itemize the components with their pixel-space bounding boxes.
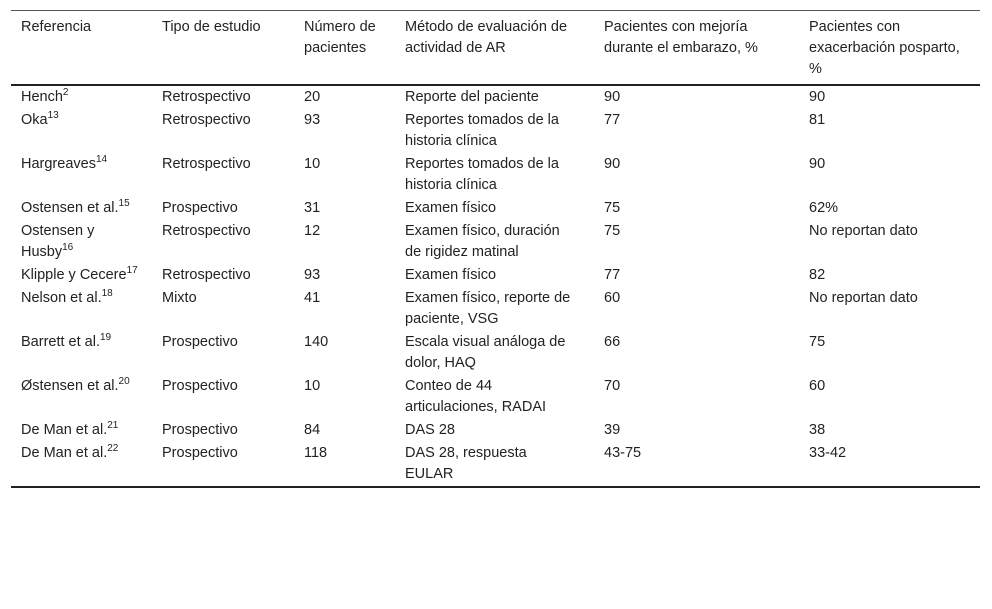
cell-referencia (11, 109, 152, 153)
table-row (11, 85, 980, 109)
cell-metodo: Examen físico, reporte de paciente, VSG (405, 290, 571, 327)
cell-mejoria: 60 (604, 290, 621, 306)
cell-metodo: Reportes tomados de la historia clínica (405, 112, 559, 149)
cell-exacerbacion: 38 (809, 422, 826, 438)
reference-name: Barrett et al. (21, 334, 100, 350)
cell-referencia (11, 197, 152, 220)
cell-tipo: Retrospectivo (162, 267, 251, 283)
cell-numero: 93 (304, 112, 321, 128)
reference-name: Ostensen et al. (21, 200, 119, 216)
cell-referencia (11, 419, 152, 442)
reference-citation: 14 (95, 154, 108, 166)
header-referencia: Referencia (21, 19, 92, 35)
header-row (11, 11, 980, 86)
cell-exacerbacion: 90 (809, 156, 826, 172)
reference-citation: 20 (118, 376, 130, 388)
cell-metodo: Escala visual análoga de dolor, HAQ (405, 334, 566, 371)
cell-exacerbacion: 33-42 (809, 445, 847, 461)
header-numero-pacientes: Número de pacientes (304, 19, 376, 56)
cell-mejoria: 75 (604, 223, 621, 239)
reference-citation: 18 (101, 288, 113, 300)
cell-mejoria: 77 (604, 267, 621, 283)
cell-numero: 118 (304, 445, 328, 461)
cell-numero: 140 (304, 334, 329, 350)
cell-tipo: Prospectivo (162, 334, 238, 350)
reference-name: Klipple y Cecere (21, 267, 127, 283)
cell-metodo: DAS 28 (405, 422, 455, 438)
table-row (11, 442, 980, 487)
cell-mejoria: 75 (604, 200, 621, 216)
reference-citation: 2 (62, 87, 69, 99)
cell-numero: 93 (304, 267, 321, 283)
table-header (11, 11, 980, 86)
cell-metodo: Examen físico (405, 267, 497, 283)
cell-referencia (11, 331, 152, 375)
table-row (11, 419, 980, 442)
cell-exacerbacion: 75 (809, 334, 826, 350)
reference-citation: 22 (107, 443, 119, 455)
cell-exacerbacion: No reportan dato (809, 223, 918, 239)
cell-metodo: Reportes tomados de la historia clínica (405, 156, 559, 193)
reference-name: Oka (21, 112, 48, 128)
cell-numero: 12 (304, 223, 321, 239)
table-row (11, 264, 980, 287)
cell-exacerbacion: 82 (809, 267, 826, 283)
cell-exacerbacion: 62% (809, 200, 839, 216)
table-row (11, 375, 980, 419)
data-table-container (11, 10, 980, 488)
reference-citation: 21 (107, 420, 119, 432)
cell-tipo: Retrospectivo (162, 156, 251, 172)
cell-tipo: Mixto (162, 290, 197, 306)
cell-referencia (11, 264, 152, 287)
cell-tipo: Retrospectivo (162, 223, 251, 239)
reference-citation: 16 (62, 242, 74, 254)
header-mejoria-embarazo: Pacientes con mejoría durante el embarazo, % (604, 19, 758, 56)
cell-referencia (11, 287, 152, 331)
table-row (11, 197, 980, 220)
cell-numero: 31 (304, 200, 321, 216)
cell-metodo: Examen físico (405, 200, 497, 216)
cell-tipo: Prospectivo (162, 422, 238, 438)
table-row (11, 331, 980, 375)
cell-referencia (11, 442, 152, 487)
cell-metodo: Reporte del paciente (405, 89, 539, 105)
cell-tipo: Retrospectivo (162, 89, 251, 105)
cell-mejoria: 90 (604, 89, 621, 105)
reference-name: De Man et al. (21, 422, 108, 438)
cell-exacerbacion: 90 (809, 89, 826, 105)
cell-metodo: Conteo de 44 articulaciones, RADAI (405, 378, 547, 415)
cell-metodo: Examen físico, duración de rigidez matinal (405, 223, 560, 260)
cell-numero: 41 (304, 290, 321, 306)
cell-tipo: Prospectivo (162, 378, 238, 394)
reference-citation: 17 (126, 265, 138, 277)
cell-metodo: DAS 28, respuesta EULAR (405, 445, 527, 482)
reference-citation: 15 (118, 198, 130, 210)
cell-numero: 10 (304, 156, 321, 172)
ar-pregnancy-studies-table (11, 10, 980, 488)
cell-tipo: Prospectivo (162, 200, 238, 216)
cell-referencia (11, 220, 152, 264)
cell-exacerbacion: 60 (809, 378, 826, 394)
table-row (11, 153, 980, 197)
cell-referencia (11, 153, 152, 197)
cell-mejoria: 90 (604, 156, 621, 172)
cell-mejoria: 70 (604, 378, 621, 394)
cell-tipo: Retrospectivo (162, 112, 251, 128)
header-metodo-evaluacion: Método de evaluación de actividad de AR (405, 19, 568, 56)
cell-mejoria: 43-75 (604, 445, 642, 461)
reference-name: Ostensen y Husby (21, 223, 95, 260)
table-row (11, 220, 980, 264)
cell-exacerbacion: 81 (809, 112, 826, 128)
cell-numero: 20 (304, 89, 321, 105)
cell-mejoria: 66 (604, 334, 621, 350)
header-exacerbacion-posparto: Pacientes con exacerbación posparto, % (809, 19, 960, 77)
reference-name: Nelson et al. (21, 290, 102, 306)
reference-name: De Man et al. (21, 445, 108, 461)
cell-numero: 10 (304, 378, 321, 394)
reference-name: Hench (21, 89, 63, 105)
cell-exacerbacion: No reportan dato (809, 290, 918, 306)
cell-mejoria: 39 (604, 422, 621, 438)
header-tipo-estudio: Tipo de estudio (162, 19, 261, 35)
cell-numero: 84 (304, 422, 321, 438)
cell-mejoria: 77 (604, 112, 621, 128)
reference-name: Hargreaves (21, 156, 96, 172)
reference-citation: 19 (99, 332, 112, 344)
cell-referencia (11, 375, 152, 419)
reference-name: Østensen et al. (21, 378, 119, 394)
cell-tipo: Prospectivo (162, 445, 238, 461)
table-body (11, 85, 980, 487)
table-row (11, 287, 980, 331)
cell-referencia (11, 85, 152, 109)
reference-citation: 13 (47, 110, 59, 122)
table-row (11, 109, 980, 153)
